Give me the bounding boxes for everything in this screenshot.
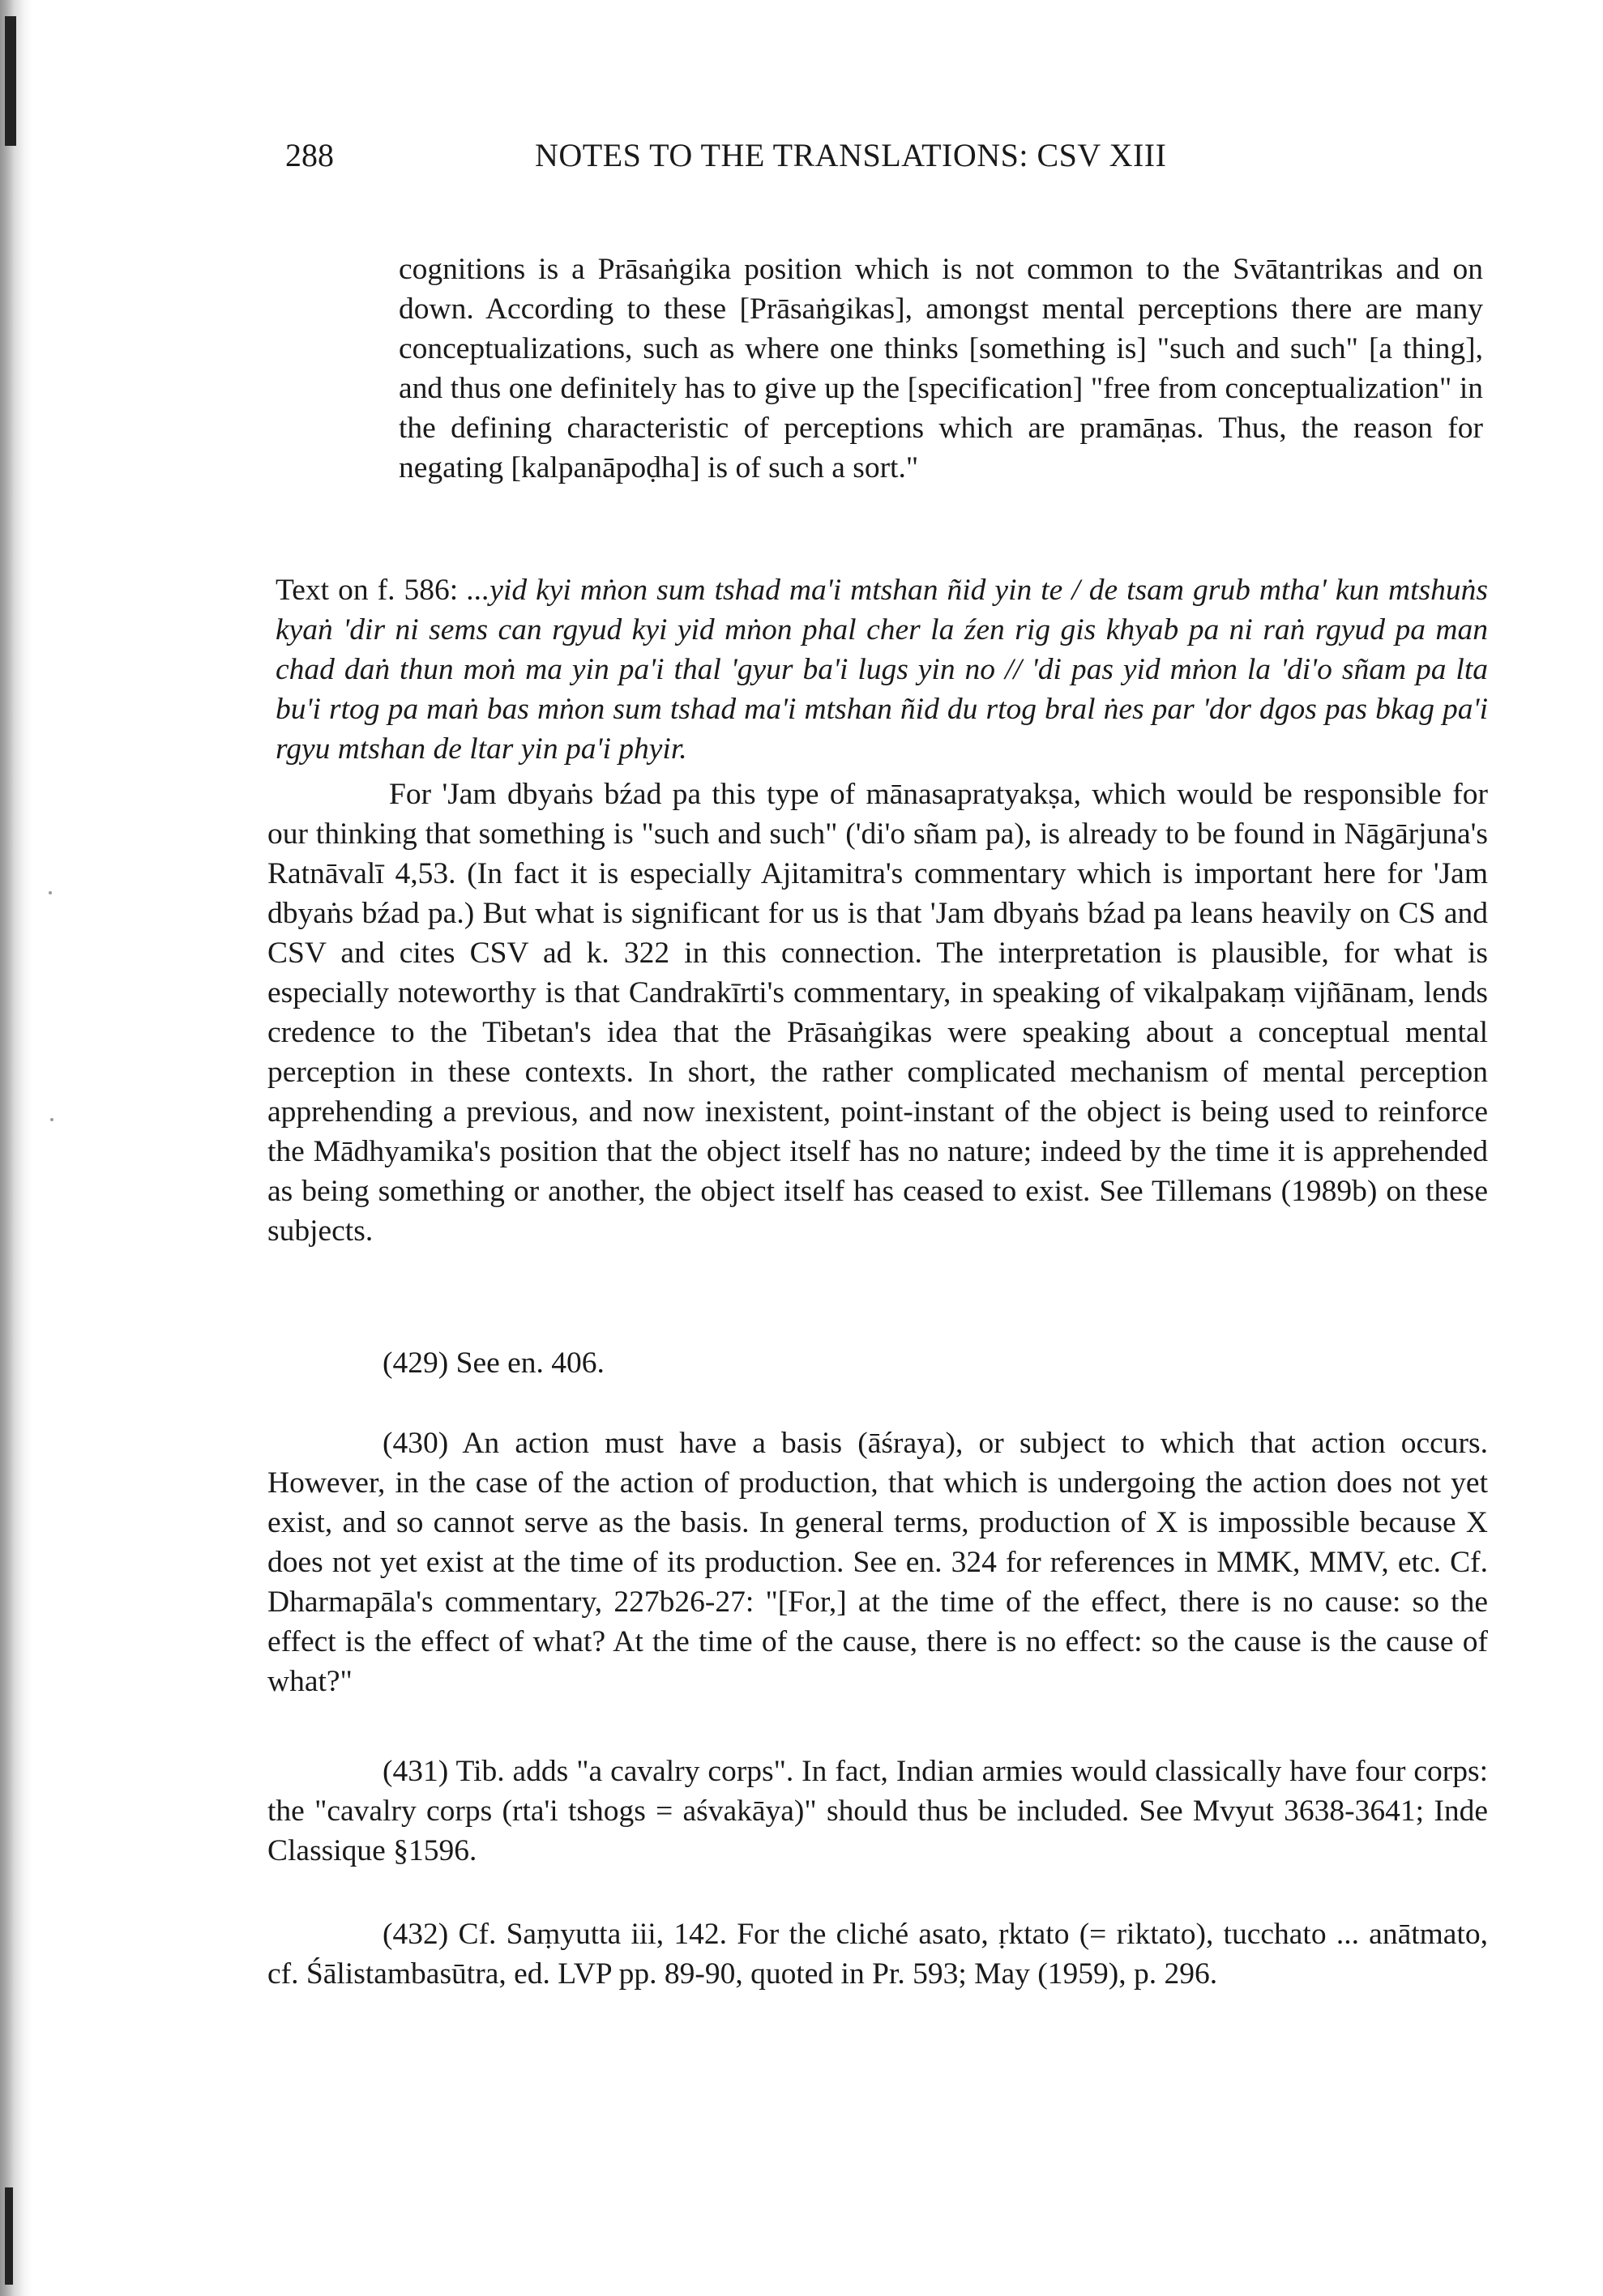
indented-quotation (399, 250, 1483, 488)
endnote-text: (429) See en. 406. (383, 1346, 605, 1380)
endnote-431 (267, 1752, 1488, 1871)
scan-spine-mark (5, 2187, 13, 2285)
quotation-text: cognitions is a Prāsaṅgika position which is not common to the Svātantrikas and on down. According to these [Prāsaṅgikas], amongst mental perceptions there are many conceptualizations, such as where one thinks [something is] "such and such" [a thing], and thus one definitely has to give up the [specification] "free from conceptualization" in the defining characteristic of perceptions which are pramāṇas. Thus, the reason for negating [kalpanāpoḍha] is of such a sort." (399, 253, 1483, 484)
endnote-430 (267, 1423, 1488, 1701)
endnote-432 (267, 1914, 1488, 1994)
running-head: NOTES TO THE TRANSLATIONS: CSV XIII (535, 137, 1167, 173)
page-header (285, 136, 1501, 185)
scan-speck (49, 891, 52, 894)
tibetan-paragraph (276, 570, 1488, 769)
tibetan-source-label: Text on f. 586: (276, 574, 468, 607)
endnote-text: (432) Cf. Saṃyutta iii, 142. For the cliché asato, ṛktato (= riktato), tucchato ... anātmato, cf. Śālistambasūtra, ed. LVP pp. 89-90, quoted in Pr. 593; May (1959), p. 296. (267, 1918, 1488, 1991)
scan-spine-mark (5, 16, 16, 146)
commentary-block (267, 775, 1488, 1251)
endnote-429 (267, 1343, 1488, 1383)
scan-speck (50, 1118, 53, 1121)
endnote-text: (431) Tib. adds "a cavalry corps". In fact, Indian armies would classically have four corps: the "cavalry corps (rta'i tshogs = aśvakāya)" should thus be included. See Mvyut 3638-3641; Inde Classique §1596. (267, 1755, 1488, 1867)
page-number: 288 (285, 137, 334, 173)
tibetan-text: ...yid kyi mṅon sum tshad ma'i mtshan ñid yin te / de tsam grub mtha' kun mtshuṅs kyaṅ 'dir ni sems can rgyud kyi yid mṅon phal cher la źen rig gis khyab pa ni raṅ rgyud pa man chad daṅ thun moṅ ma yin pa'i thal 'gyur ba'i lugs yin no // 'di pas yid mṅon la 'di'o sñam pa lta bu'i rtog pa maṅ bas mṅon sum tshad ma'i mtshan ñid du rtog bral ṅes par 'dor dgos pas bkag pa'i rgyu mtshan de ltar yin pa'i phyir. (276, 574, 1488, 766)
tibetan-text-block (276, 570, 1488, 769)
scan-spine-shadow (0, 0, 32, 2296)
endnote-text: (430) An action must have a basis (āśraya), or subject to which that action occurs. However, in the case of the action of production, that which is undergoing the action does not yet exist, and so cannot serve as the basis. In general terms, production of X is impossible because X does not yet exist at the time of its production. See en. 324 for references in MMK, MMV, etc. Cf. Dharmapāla's commentary, 227b26-27: "[For,] at the time of the effect, there is no cause: so the effect is the effect of what? At the time of the cause, there is no effect: so the cause is the cause of what?" (267, 1427, 1488, 1698)
commentary-text: For 'Jam dbyaṅs bźad pa this type of mānasapratyakṣa, which would be responsible for our thinking that something is "such and such" ('di'o sñam pa), is already to be found in Nāgārjuna's Ratnāvalī 4,53. (In fact it is especially Ajitamitra's commentary which is important here for 'Jam dbyaṅs bźad pa.) But what is significant for us is that 'Jam dbyaṅs bźad pa leans heavily on CS and CSV and cites CSV ad k. 322 in this connection. The interpretation is plausible, for what is especially noteworthy is that Candrakīrti's commentary, in speaking of vikalpakaṃ vijñānam, lends credence to the Tibetan's idea that the Prāsaṅgikas were speaking about a conceptual mental perception in these contexts. In short, the rather complicated mechanism of mental perception apprehending a previous, and now inexistent, point-instant of the object is being used to reinforce the Mādhyamika's position that the object itself has no nature; indeed by the time it is apprehended as being something or another, the object itself has ceased to exist. See Tillemans (1989b) on these subjects. (267, 778, 1488, 1248)
